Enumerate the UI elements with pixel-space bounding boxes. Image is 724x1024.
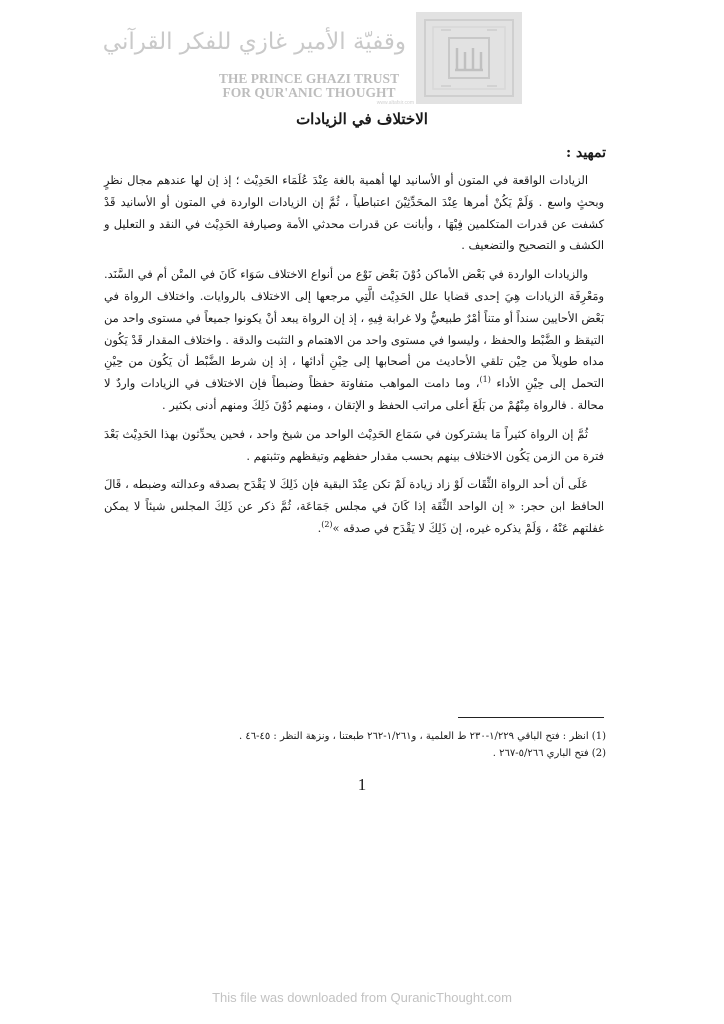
paragraph-1-text: الزيادات الواقعة في المتون أو الأسانيد لها أهمية بالغة عِنْدَ عُلَمَاء الحَدِيْث ؛ إذ إن لها عندهم مجال نظرٍ وبحثٍ واسع . وَلَمْ يَكُنْ أمرها عِنْدَ المحَدِّثِيْنَ اعتباطياً ، ثُمَّ إن الزيادات الواردة في المتون أو الأسانيد قَدْ كشفت عن قدرات المتكلمين فِيْهَا ، وأبانت عن قدرات محدثي الأمة وصيارفة الحَدِيْث في النقد و التعليل و الكشف و التصحيح والتضعيف . (104, 173, 604, 253)
logo-tiny-text: www.altafsir.com (376, 100, 414, 106)
page-number: 1 (357, 775, 367, 794)
paragraph-2-text-after: ، وما دامت المواهب متفاوتة حفظاً وضبطاً فإن الاختلاف في الزيادات واردٌ لا محالة . فالرواة مِنْهُمْ من بَلَغَ أعلى مراتب الحفظ و الإتقان ، ومنهم دُوْنَ ذَلِكَ ومنهم أدنى بكثير . (104, 376, 604, 412)
paragraph-3 (104, 424, 604, 468)
paragraph-3-text: ثُمَّ إن الرواة كثيراً مَا يشتركون في سَمَاع الحَدِيْث الواحد من شيخ واحد ، فحين يحدِّثون بهذا الحَدِيْث بَعْدَ فترة من الزمن يَكُون الاختلاف بينهم بحسب مقدار حفظهم وتيقظهم وتثبتهم . (104, 426, 604, 463)
logo-english-line-1: THE PRINCE GHAZI TRUST (218, 71, 400, 86)
section-heading: تمهيد : (565, 145, 606, 161)
footnote-ref-2[interactable]: (2) (321, 520, 333, 530)
paragraph-4 (104, 474, 604, 539)
logo-english-line-2: FOR QUR'ANIC THOUGHT (222, 85, 396, 100)
logo-english-name (204, 72, 414, 106)
paragraph-4-text-after: . (317, 520, 322, 535)
footnote-divider (458, 717, 604, 718)
page-title: الاختلاف في الزيادات (296, 110, 428, 128)
footnote-2: (2) فتح الباري ٥/٢٦٦-٢٦٧ . (492, 748, 606, 759)
footnote-1: (1) انظر : فتح الباقي ١/٢٢٩-٢٣٠ ط العلمية ، و١/٢٦١-٢٦٢ طبعتنا ، ونزهة النظر : ٤٥-٤٦ . (238, 731, 606, 742)
paragraph-2 (104, 264, 604, 417)
trust-logo (102, 8, 530, 108)
footnote-ref-1[interactable]: (1) (479, 375, 491, 385)
footnotes (106, 728, 606, 762)
paragraph-2-text: والزيادات الواردة في بَعْض الأماكن دُوْنَ بَعْض نَوْع من أنواع الاختلاف سَوَاء كَانَ في المتْن أم في السَّنَد. ومَعْرِفَة الزيادات هِيَ إحدى قضايا علل الحَدِيْث الَّتِي مرجعها إلى الاختلاف بالروايات. واختلاف الرواة في بَعْض الأحايين سنداً أو متناً أمْرٌ طبيعيٌّ ولا غرابة فِيهِ ، إذ إن الرواة يبعد أنْ يكونوا جميعاً في مستوى واحد من التيقظ و الضَّبْط والحفظ ، وليسوا في مستوى واحد من الاهتمام و التثبت والدقة . واختلاف المقدار قَدْ يَكُون مداه طويلاً من حِيْن تلقي الأحاديث من أصحابها إلى حِيْنِ أدائها ، إذ إن شرط الضَّبْط أن يَكُون من حِيْنِ التحمل إلى حِيْنِ الأداء (104, 267, 604, 391)
logo-emblem-icon (416, 12, 522, 104)
paragraph-1 (104, 170, 604, 257)
logo-arabic-name: وقفيّة الأمير غازي للفكر القرآني (102, 29, 406, 55)
paragraph-4-text: عَلَى أن أحد الرواة الثِّقَات لَوْ زاد زيادة لَمْ تكن عِنْدَ البقية فإن ذَلِكَ لا يَقْدَح بصدقه وعدالته وضبطه ، قَالَ الحافظ ابن حجر: « إن الواحد الثِّقَة إذا كَانَ في مجلس جَمَاعَة، ثُمَّ ذكر عن ذَلِكَ المجلس شيئاً لا يمكن غفلتهم عَنْهُ ، وَلَمْ يذكره غيره، إن ذَلِكَ لا يَقْدَح في صدقه » (104, 477, 604, 535)
body-text (104, 170, 604, 547)
download-watermark: This file was downloaded from QuranicThought.com (212, 990, 512, 1005)
